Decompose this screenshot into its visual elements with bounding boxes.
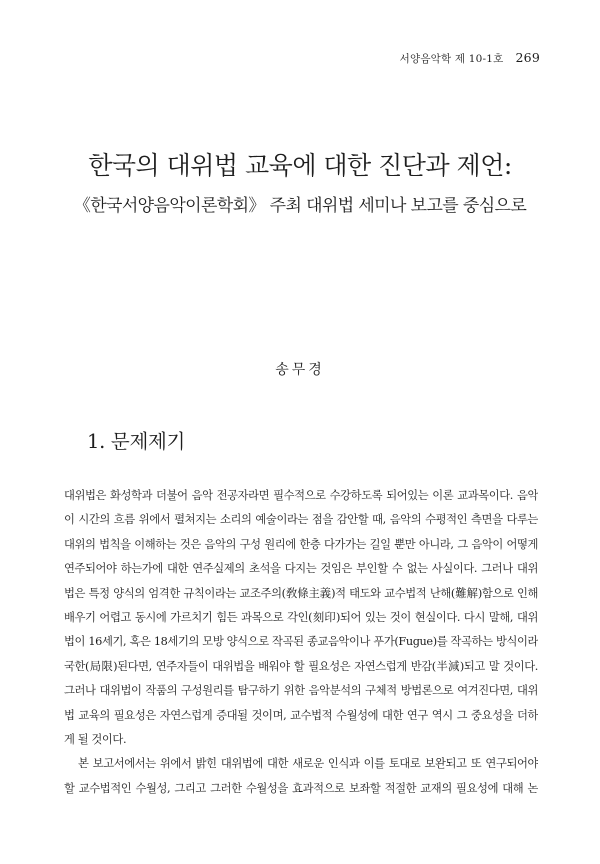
body-line: 할 교수법적인 수월성, 그리고 그러한 수월성을 효과적으로 보좌할 적절한 교재의 필요성에 대해 논: [64, 781, 538, 795]
body-line: 국한(局限)된다면, 연주자들이 대위법을 배워야 할 필요성은 자연스럽게 반감(半減)되고 말 것이다.: [64, 659, 538, 673]
paper-title: 한국의 대위법 교육에 대한 진단과 제언:: [88, 151, 512, 180]
running-head: [400, 50, 540, 66]
section-heading: 1. 문제제기: [87, 430, 186, 453]
body-line: 법이 16세기, 혹은 18세기의 모방 양식으로 작곡된 종교음악이나 푸가(Fugue)를 작곡하는 방식이라: [64, 635, 538, 649]
page-number: 269: [515, 50, 540, 65]
body-line: 배우기 어렵고 동시에 가르치기 힘든 과목으로 각인(刻印)되어 있는 것이 현실이다. 다시 말해, 대위: [64, 611, 538, 625]
body-text: [64, 484, 538, 801]
body-line: 그러나 대위법이 작품의 구성원리를 탐구하기 위한 음악분석의 구체적 방법론으로 여겨진다면, 대위: [64, 684, 538, 698]
journal-name: 서양음악학 제 10-1호: [399, 53, 504, 65]
body-line: 대위의 법칙을 이해하는 것은 음악의 구성 원리에 한층 다가가는 길일 뿐만 아니라, 그 음악이 어떻게: [64, 537, 538, 551]
body-line: 이 시간의 흐름 위에서 펼쳐지는 소리의 예술이라는 점을 감안할 때, 음악의 수평적인 측면을 다루는: [64, 513, 538, 527]
paper-subtitle: 《한국서양음악이론학회》 주최 대위법 세미나 보고를 중심으로: [73, 196, 527, 216]
body-line: 연주되어야 하는가에 대한 연주실제의 초석을 다지는 것임은 부인할 수 없는 사실이다. 그러나 대위: [64, 562, 538, 576]
body-line: 법은 특정 양식의 엄격한 규칙이라는 교조주의(敎條主義)적 태도와 교수법적 난해(難解)함으로 인해: [64, 586, 538, 600]
author-name: 송무경: [275, 362, 325, 378]
body-line: 대위법은 화성학과 더불어 음악 전공자라면 필수적으로 수강하도록 되어있는 이론 교과목이다. 음악: [64, 489, 538, 502]
body-line: 본 보고서에서는 위에서 밝힌 대위법에 대한 새로운 인식과 이를 토대로 보완되고 또 연구되어야: [78, 757, 538, 771]
body-line: 법 교육의 필요성은 자연스럽게 증대될 것이며, 교수법적 수월성에 대한 연구 역시 그 중요성을 더하: [64, 708, 538, 722]
body-line: 게 될 것이다.: [64, 733, 127, 747]
